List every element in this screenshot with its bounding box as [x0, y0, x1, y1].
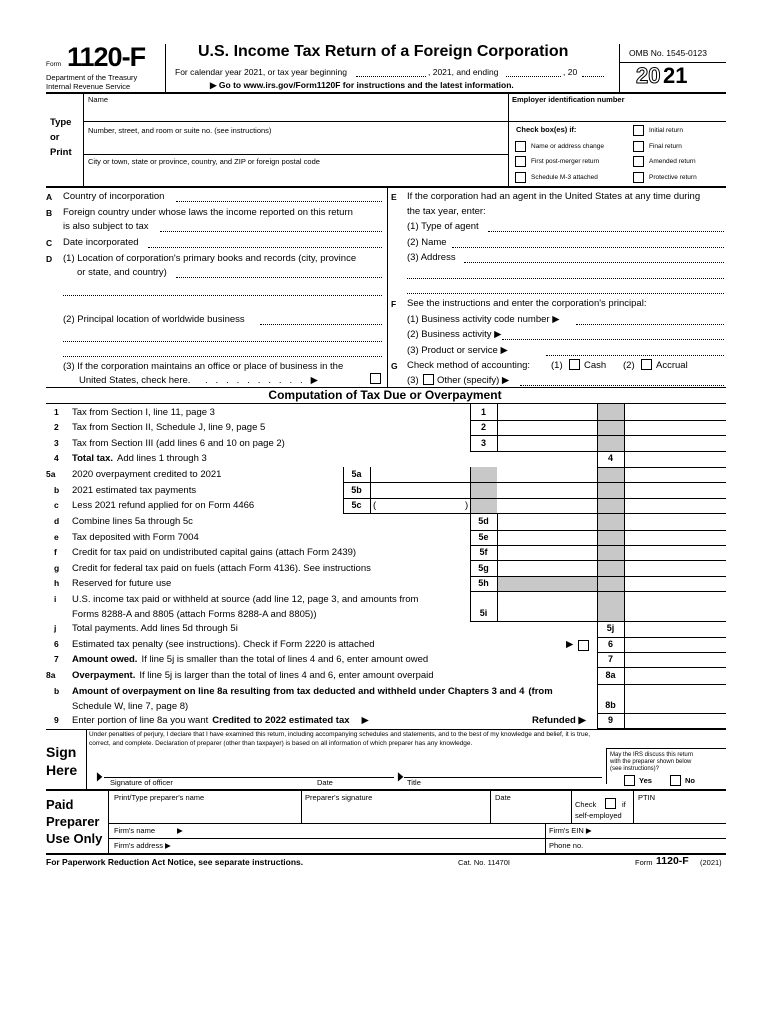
- ein-label: Employer identification number: [512, 95, 625, 104]
- line-label: Total payments. Add lines 5d through 5i: [72, 623, 238, 634]
- product-service-label: (3) Product or service ▶: [407, 345, 508, 356]
- line-label: Amount of overpayment on line 8a resulting from tax deducted and withheld under Chapters 3 and 4: [72, 686, 525, 697]
- line-box-label: 8b: [605, 700, 616, 710]
- phone-field[interactable]: [590, 840, 725, 852]
- agent-name-label: (2) Name: [407, 237, 447, 248]
- line-box-label: 6: [607, 639, 613, 649]
- books-location-label: (1) Location of corporation's primary books and records (city, province: [63, 253, 357, 264]
- schedule-m3-checkbox[interactable]: [515, 172, 526, 183]
- preparer-name-field[interactable]: [112, 803, 298, 821]
- amount-field-7[interactable]: [625, 653, 725, 667]
- footer-year: (2021): [700, 858, 722, 867]
- amount-field-5f[interactable]: [498, 546, 596, 560]
- line-number: g: [54, 563, 60, 573]
- line-number: j: [54, 623, 57, 633]
- refunded-label: Refunded ▶: [532, 715, 586, 726]
- line-box-label: 5d: [478, 516, 489, 526]
- type-label: Type: [50, 117, 72, 128]
- calendar-line: For calendar year 2021, or tax year beginning: [175, 67, 347, 77]
- street-field[interactable]: [86, 136, 507, 149]
- line-box-label: 5h: [478, 578, 489, 588]
- footer-form-number: 1120-F: [656, 855, 689, 867]
- line-label: Enter portion of line 8a you want: [72, 715, 209, 726]
- amount-field-5e[interactable]: [498, 531, 596, 545]
- first-post-merger-checkbox[interactable]: [515, 156, 526, 167]
- line-box-label: 5g: [478, 563, 489, 573]
- line-label: Tax from Section III (add lines 6 and 10 on page 2): [72, 438, 285, 449]
- line-label: 2021 estimated tax payments: [72, 485, 197, 496]
- agent-type-label: (1) Type of agent: [407, 221, 479, 232]
- form-2220-checkbox[interactable]: [578, 640, 589, 651]
- line-box-label: 5a: [351, 469, 362, 479]
- other-number: (3): [407, 375, 419, 386]
- line-number: 6: [54, 639, 59, 649]
- principal-location-label: (2) Principal location of worldwide business: [63, 314, 245, 325]
- paid-label: Paid: [46, 797, 74, 812]
- books-location-label-2: or state, and country): [77, 267, 167, 278]
- line-number: b: [54, 686, 60, 696]
- line-label-cont: Schedule W, line 7, page 8): [72, 701, 189, 712]
- line-number: h: [54, 578, 60, 588]
- amount-field-5d[interactable]: [498, 515, 596, 529]
- line-label-cont: If line 5j is smaller than the total of lines 4 and 6, enter amount owed: [141, 654, 429, 665]
- year-outline: 20: [636, 63, 661, 88]
- line-box-label: 5j: [606, 623, 615, 633]
- line-box-label: 8a: [605, 670, 616, 680]
- amount-field-5g[interactable]: [498, 562, 596, 576]
- irs-discuss-text-3: (see instructions)?: [610, 766, 660, 772]
- or-label: or: [50, 132, 60, 143]
- line-arrow: ▶: [361, 715, 369, 726]
- amount-field-5b[interactable]: [371, 484, 469, 498]
- goto-instructions: ▶ Go to www.irs.gov/Form1120F for instructions and the latest information.: [210, 80, 514, 90]
- print-label: Print: [50, 147, 72, 158]
- paren-close: ): [465, 500, 469, 511]
- country-incorporation-label: Country of incorporation: [63, 191, 165, 202]
- line-box-label: 5i: [479, 608, 488, 618]
- irs-yes-checkbox[interactable]: [624, 775, 635, 786]
- dept-treasury: Department of the Treasury: [46, 73, 138, 82]
- business-activity-label: (2) Business activity ▶: [407, 329, 502, 340]
- line-label: U.S. income tax paid or withheld at source (add line 12, page 3, and amounts from: [72, 594, 419, 605]
- line-box-label: 5c: [351, 500, 362, 510]
- amended-return-checkbox[interactable]: [633, 156, 644, 167]
- line-number: 5a: [46, 469, 56, 479]
- initial-return-checkbox[interactable]: [633, 125, 644, 136]
- line-d-letter: D: [46, 254, 53, 264]
- calendar-end: , 20: [563, 67, 578, 77]
- line-label: Tax from Section II, Schedule J, line 9, page 5: [72, 422, 266, 433]
- omb-number: OMB No. 1545-0123: [629, 48, 707, 58]
- catalog-number: Cat. No. 11470I: [458, 858, 510, 867]
- computation-title: Computation of Tax Due or Overpayment: [268, 388, 502, 402]
- name-field[interactable]: [86, 105, 507, 118]
- line-g-letter: G: [391, 361, 398, 371]
- irs-discuss-text-2: with the preparer shown below: [610, 759, 692, 765]
- form-2220-arrow: ▶: [566, 639, 574, 650]
- firm-address-field[interactable]: [190, 840, 540, 852]
- irs-discuss-text: May the IRS discuss this return: [610, 752, 694, 758]
- preparer-date-label: Date: [495, 793, 511, 802]
- foreign-country-label-2: is also subject to tax: [63, 221, 149, 232]
- preparer-date-field[interactable]: [493, 803, 567, 821]
- preparer-signature-label: Preparer's signature: [305, 793, 373, 802]
- amount-field-8b[interactable]: [625, 699, 725, 713]
- amount-field-9[interactable]: [625, 714, 725, 728]
- self-employed-label: self-employed: [575, 811, 622, 820]
- paperwork-notice: For Paperwork Reduction Act Notice, see separate instructions.: [46, 857, 304, 867]
- form-title: U.S. Income Tax Return of a Foreign Corporation: [198, 43, 569, 60]
- line-f-letter: F: [391, 299, 397, 309]
- name-change-label: Name or address change: [531, 143, 604, 150]
- agent-address-label: (3) Address: [407, 252, 456, 263]
- irs-yes-label: Yes: [639, 776, 652, 785]
- preparer-name-label: Print/Type preparer's name: [114, 793, 205, 802]
- line-label: Less 2021 refund applied for on Form 4466: [72, 500, 255, 511]
- street-label: Number, street, and room or suite no. (see instructions): [88, 126, 272, 135]
- calendar-mid: , 2021, and ending: [428, 67, 499, 77]
- us-office-label: (3) If the corporation maintains an office or place of business in the: [63, 361, 344, 372]
- line-c-letter: C: [46, 238, 53, 248]
- line-box-label: 5f: [479, 547, 488, 557]
- officer-date-label: Date: [317, 778, 333, 787]
- firm-name-label: Firm's name: [114, 826, 156, 835]
- foreign-country-label: Foreign country under whose laws the income reported on this return: [63, 207, 353, 218]
- irs-label: Internal Revenue Service: [46, 82, 131, 91]
- line-label-cont: (from: [528, 686, 553, 697]
- line-box-label: 2: [480, 422, 486, 432]
- irs-no-checkbox[interactable]: [670, 775, 681, 786]
- self-employed-check-label: Check: [575, 800, 597, 809]
- city-field[interactable]: [86, 168, 507, 182]
- year-bold: 21: [663, 63, 688, 88]
- line-label: Credit for federal tax paid on fuels (attach Form 4136). See instructions: [72, 563, 371, 574]
- line-number: i: [54, 594, 57, 604]
- accounting-method-label: Check method of accounting:: [407, 360, 531, 371]
- self-employed-checkbox[interactable]: [605, 798, 616, 809]
- officer-date-field[interactable]: [314, 756, 394, 776]
- amount-field-4[interactable]: [625, 452, 725, 466]
- cash-label: Cash: [584, 360, 607, 371]
- line-box-label: 7: [607, 654, 613, 664]
- us-office-label-2: United States, check here.: [79, 375, 191, 386]
- line-b-letter: B: [46, 208, 53, 218]
- line-box-label: 5e: [478, 532, 489, 542]
- line-number: 8a: [46, 670, 56, 680]
- line-label: Reserved for future use: [72, 578, 172, 589]
- line-label: Tax deposited with Form 7004: [72, 532, 199, 543]
- line-box-label: 9: [607, 715, 613, 725]
- officer-signature-field[interactable]: [104, 756, 309, 776]
- line-number: 1: [54, 407, 59, 417]
- line-box-label: 3: [480, 438, 486, 448]
- line-label: Amount owed.: [72, 654, 138, 665]
- phone-label: Phone no.: [549, 841, 584, 850]
- initial-return-label: Initial return: [649, 127, 683, 134]
- firm-address-label: Firm's address ▶: [114, 841, 171, 850]
- irs-no-label: No: [685, 776, 695, 785]
- date-incorporated-label: Date incorporated: [63, 237, 139, 248]
- use-only-label: Use Only: [46, 831, 103, 846]
- line-label-cont: Forms 8288-A and 8805 (attach Forms 8288-A and 8805)): [72, 609, 317, 620]
- line-number: c: [54, 500, 59, 510]
- line-box-label: 4: [607, 453, 613, 463]
- line-label-cont: Add lines 1 through 3: [117, 453, 207, 464]
- line-number: 9: [54, 715, 59, 725]
- sign-label: Sign: [46, 744, 77, 760]
- accrual-number: (2): [623, 360, 635, 371]
- line-number: d: [54, 516, 60, 526]
- us-office-checkbox[interactable]: [370, 373, 381, 384]
- line-box-label: 1: [480, 407, 486, 417]
- preparer-signature-field[interactable]: [304, 803, 486, 821]
- us-agent-label-2: the tax year, enter:: [407, 206, 486, 217]
- preparer-label: Preparer: [46, 814, 100, 829]
- us-agent-label: If the corporation had an agent in the United States at any time during: [407, 191, 701, 202]
- cash-checkbox[interactable]: [569, 359, 580, 370]
- firm-name-field[interactable]: [190, 825, 540, 837]
- activity-code-label: (1) Business activity code number ▶: [407, 314, 560, 325]
- ptin-label: PTIN: [638, 793, 656, 802]
- amount-field-5j[interactable]: [625, 622, 725, 636]
- line-number: 7: [54, 654, 59, 664]
- amount-field-8a[interactable]: [625, 669, 725, 683]
- line-e-letter: E: [391, 192, 397, 202]
- accrual-label: Accrual: [656, 360, 688, 371]
- final-return-checkbox[interactable]: [633, 141, 644, 152]
- city-label: City or town, state or province, country, and ZIP or foreign postal code: [88, 157, 320, 166]
- other-label: Other (specify) ▶: [437, 375, 510, 386]
- amount-field-5a[interactable]: [371, 468, 469, 482]
- line-label: Overpayment.: [72, 670, 136, 681]
- line-label: Estimated tax penalty (see instructions). Check if Form 2220 is attached: [72, 639, 375, 650]
- ein-field[interactable]: [511, 105, 725, 118]
- amount-field-3[interactable]: [498, 437, 596, 451]
- ptin-field[interactable]: [637, 803, 725, 821]
- line-label: Tax from Section I, line 11, page 3: [72, 407, 215, 418]
- amount-field-5i[interactable]: [498, 607, 596, 621]
- principal-label: See the instructions and enter the corporation's principal:: [407, 298, 647, 309]
- officer-title-label: Title: [407, 778, 421, 787]
- line-number: e: [54, 532, 59, 542]
- perjury-text-2: correct, and complete. Declaration of preparer (other than taxpayer) is based on all information of which preparer has any knowledge.: [89, 740, 473, 747]
- firm-ein-label: Firm's EIN ▶: [549, 826, 592, 835]
- firm-name-arrow: ▶: [177, 826, 183, 835]
- amount-field-2[interactable]: [498, 421, 596, 435]
- footer-form-word: Form: [635, 858, 653, 867]
- line-number: f: [54, 547, 57, 557]
- line-label-cont: Credited to 2022 estimated tax: [212, 715, 350, 726]
- line-number: 4: [54, 453, 59, 463]
- line-a-letter: A: [46, 192, 53, 202]
- form-number: 1120-F: [67, 42, 146, 72]
- name-change-checkbox[interactable]: [515, 141, 526, 152]
- amount-field-6[interactable]: [625, 638, 725, 652]
- perjury-text: Under penalties of perjury, I declare that I have examined this return, including accompanying schedules and statements, and to the best of my knowledge and belief, it is true,: [89, 731, 591, 738]
- line-label: Combine lines 5a through 5c: [72, 516, 193, 527]
- firm-ein-field[interactable]: [608, 825, 725, 837]
- amount-field-1[interactable]: [498, 406, 596, 420]
- here-label: Here: [46, 762, 78, 778]
- line-label-cont: If line 5j is larger than the total of lines 4 and 6, enter amount overpaid: [139, 670, 434, 681]
- accrual-checkbox[interactable]: [641, 359, 652, 370]
- name-label: Name: [88, 95, 109, 104]
- officer-signature-label: Signature of officer: [110, 778, 173, 787]
- line-number: 2: [54, 422, 59, 432]
- line-number: b: [54, 485, 60, 495]
- officer-title-field[interactable]: [404, 756, 600, 776]
- self-employed-if: if: [622, 800, 626, 809]
- line-number: 3: [54, 438, 59, 448]
- other-checkbox[interactable]: [423, 374, 434, 385]
- amended-return-label: Amended return: [649, 158, 696, 165]
- amount-field-5c[interactable]: [371, 499, 469, 513]
- line-label: Credit for tax paid on undistributed capital gains (attach Form 2439): [72, 547, 357, 558]
- line-label: 2020 overpayment credited to 2021: [72, 469, 222, 480]
- form-word: Form: [46, 61, 62, 68]
- schedule-m3-label: Schedule M-3 attached: [531, 174, 598, 181]
- cash-number: (1): [551, 360, 563, 371]
- paren-open: (: [373, 500, 377, 511]
- line-box-label: 5b: [351, 485, 362, 495]
- check-boxes-label: Check box(es) if:: [516, 125, 577, 134]
- protective-return-label: Protective return: [649, 174, 697, 181]
- protective-return-checkbox[interactable]: [633, 172, 644, 183]
- line-label: Total tax.: [72, 453, 113, 464]
- first-post-merger-label: First post-merger return: [531, 158, 600, 165]
- final-return-label: Final return: [649, 143, 682, 150]
